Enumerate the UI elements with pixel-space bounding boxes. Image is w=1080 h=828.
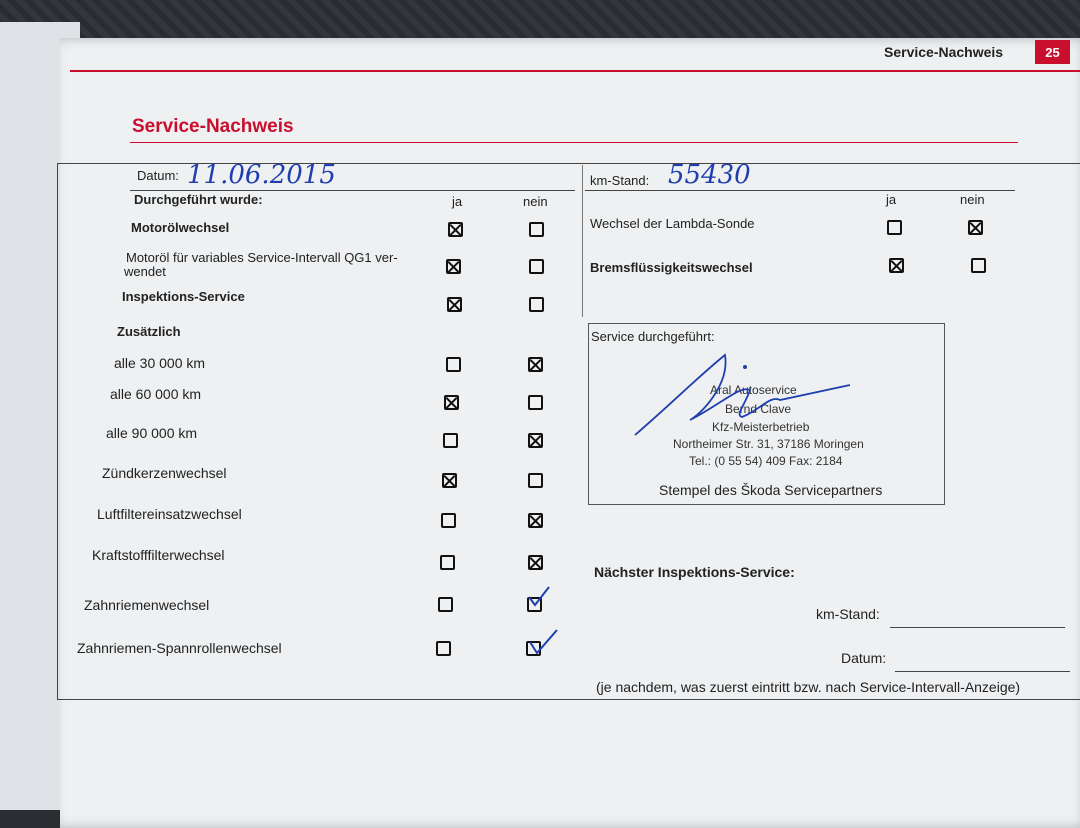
header-rule — [70, 70, 1080, 72]
checkbox-30000-ja[interactable] — [446, 357, 461, 372]
section-rule — [130, 142, 1018, 143]
row-label-60000: alle 60 000 km — [110, 386, 202, 402]
checkbox-bremsfluessigkeit-nein[interactable] — [971, 258, 986, 273]
checkbox-bremsfluessigkeit-ja[interactable] — [889, 258, 904, 273]
checkbox-zahnriemen-ja[interactable] — [438, 597, 453, 612]
checkbox-60000-nein[interactable] — [528, 395, 543, 410]
extra-label: Zusätzlich — [117, 324, 181, 339]
row-label-90000: alle 90 000 km — [106, 425, 198, 441]
checkbox-lambda-nein[interactable] — [968, 220, 983, 235]
stamp-line-4: Northeimer Str. 31, 37186 Moringen — [673, 437, 864, 451]
stamp-line-1: Aral Autoservice — [710, 383, 797, 397]
checkbox-60000-ja[interactable] — [444, 395, 459, 410]
stamp-line-2: Bernd Clave — [725, 402, 792, 416]
checkbox-spannrolle-ja[interactable] — [436, 641, 451, 656]
row-label-30000: alle 30 000 km — [114, 355, 206, 371]
stamp-label: Service durchgeführt: — [591, 329, 715, 344]
next-km-line — [890, 627, 1065, 628]
row-label-luftfilter: Luftfiltereinsatzwechsel — [97, 506, 242, 522]
col-nein-left: nein — [523, 194, 548, 209]
col-ja-left: ja — [452, 194, 463, 209]
datum-label: Datum: — [137, 168, 179, 183]
checkbox-luftfilter-ja[interactable] — [441, 513, 456, 528]
stamp-line-5: Tel.: (0 55 54) 409 Fax: 2184 — [689, 454, 843, 468]
next-note: (je nachdem, was zuerst eintritt bzw. nach Service-Intervall-Anzeige) — [596, 679, 1021, 695]
checkbox-inspektion-ja[interactable] — [447, 297, 462, 312]
col-nein-right: nein — [960, 192, 985, 207]
row-label-inspektion: Inspektions-Service — [122, 289, 245, 304]
km-value: 55430 — [668, 160, 751, 190]
done-label: Durchgeführt wurde: — [134, 192, 263, 207]
checkbox-zuendkerzen-ja[interactable] — [442, 473, 457, 488]
column-divider — [582, 165, 583, 317]
checkbox-qg1-ja[interactable] — [446, 259, 461, 274]
checkbox-30000-nein[interactable] — [528, 357, 543, 372]
checkbox-lambda-ja[interactable] — [887, 220, 902, 235]
km-label: km-Stand: — [590, 173, 650, 188]
checkbox-qg1-nein[interactable] — [529, 259, 544, 274]
checkbox-zuendkerzen-nein[interactable] — [528, 473, 543, 488]
signature-icon — [630, 345, 860, 445]
checkbox-kraftstofffilter-ja[interactable] — [440, 555, 455, 570]
row-label-qg1-cont: wendet — [124, 264, 166, 279]
checkbox-motoroel-ja[interactable] — [448, 222, 463, 237]
header-title: Service-Nachweis — [884, 44, 1004, 60]
col-ja-right: ja — [886, 192, 897, 207]
checkbox-kraftstofffilter-nein[interactable] — [528, 555, 543, 570]
next-km-label: km-Stand: — [816, 606, 880, 622]
page-number: 25 — [1035, 40, 1070, 64]
checkbox-90000-nein[interactable] — [528, 433, 543, 448]
next-date-line — [895, 671, 1070, 672]
row-label-bremsfluessigkeit: Bremsflüssigkeitswechsel — [590, 260, 753, 275]
checkbox-spannrolle-nein[interactable] — [526, 641, 541, 656]
next-date-label: Datum: — [841, 650, 887, 666]
row-label-zuendkerzen: Zündkerzenwechsel — [102, 465, 227, 481]
datum-underline — [130, 190, 575, 191]
checkbox-luftfilter-nein[interactable] — [528, 513, 543, 528]
km-underline — [585, 190, 1015, 191]
row-label-kraftstofffilter: Kraftstofffilterwechsel — [92, 547, 225, 563]
checkbox-zahnriemen-nein[interactable] — [527, 597, 542, 612]
section-title: Service-Nachweis — [132, 116, 294, 137]
checkbox-motoroel-nein[interactable] — [529, 222, 544, 237]
stamp-caption: Stempel des Škoda Servicepartners — [659, 482, 883, 498]
row-label-motoroel: Motorölwechsel — [131, 220, 230, 235]
row-label-lambda: Wechsel der Lambda-Sonde — [590, 216, 755, 231]
stamp-line-3: Kfz-Meisterbetrieb — [712, 420, 810, 434]
checkbox-inspektion-nein[interactable] — [529, 297, 544, 312]
row-label-qg1: Motoröl für variables Service-Intervall QG1 ver- — [126, 250, 398, 265]
next-service-title: Nächster Inspektions-Service: — [594, 564, 795, 580]
checkbox-90000-ja[interactable] — [443, 433, 458, 448]
row-label-zahnriemen: Zahnriemenwechsel — [84, 597, 210, 613]
row-label-spannrolle: Zahnriemen-Spannrollenwechsel — [77, 640, 282, 656]
datum-value: 11.06.2015 — [187, 160, 336, 190]
